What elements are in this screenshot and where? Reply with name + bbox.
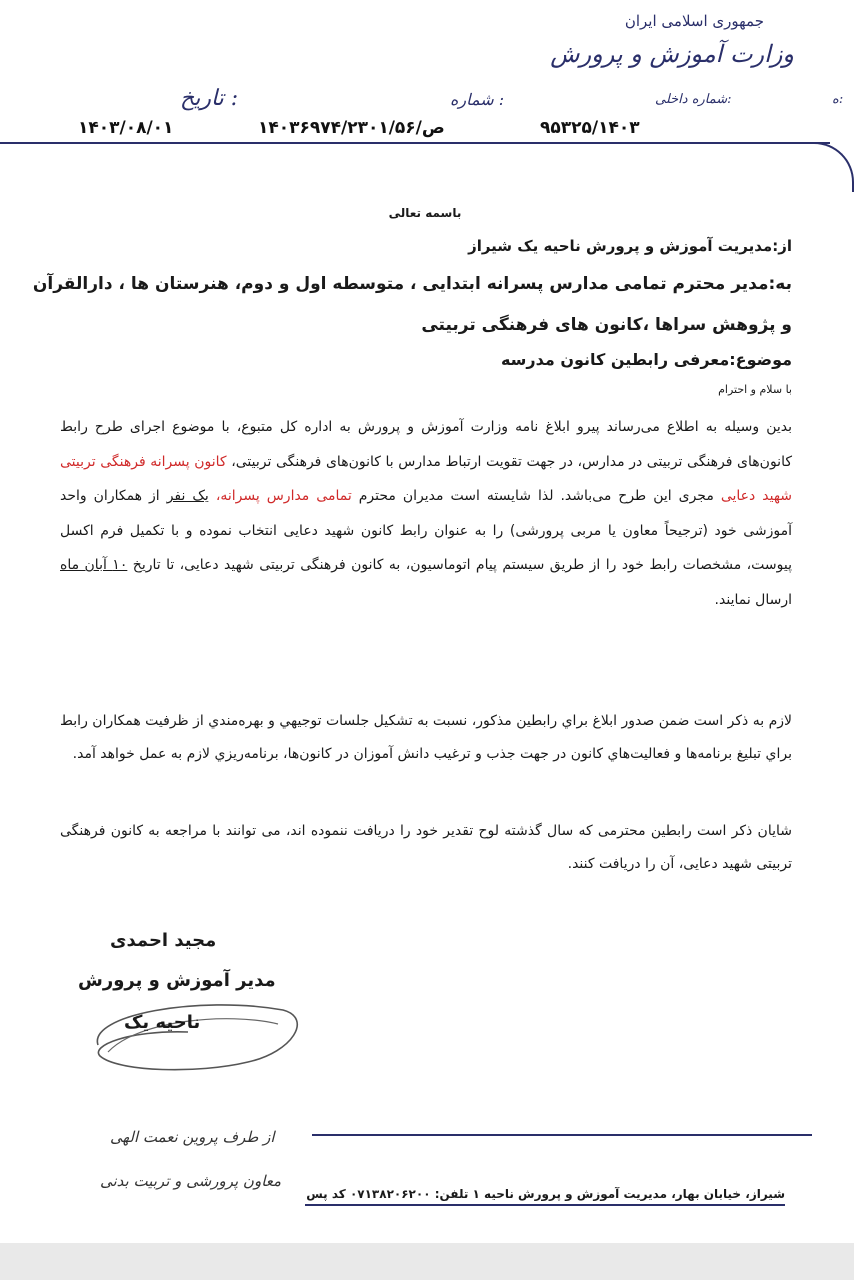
- header-divider: [0, 142, 830, 144]
- p1-highlight-center: کانون پسرانه فرهنگی تربیتی شهید دعایی: [60, 453, 793, 504]
- internal-number-label: شماره داخلی:: [655, 92, 732, 107]
- date-value: ۱۴۰۳/۰۸/۰۱: [78, 118, 174, 138]
- handwritten-deputy-title: معاون پرورشی و تربیت بدنی: [100, 1172, 282, 1190]
- letter-greeting: با سلام و احترام: [718, 383, 792, 396]
- footer-address: شیراز، خیابان بهار، مدیریت آموزش و پرورش ناحیه ۱ تلفن: ۰۷۱۳۸۲۰۶۲۰۰ کد پس: [305, 1187, 785, 1206]
- p1-text-c: از همکاران واحد آموزشی خود (ترجیحاً معاون یا مربی پرورشی) را به عنوان رابط کانون شهید دعایی انتخاب نموده و با تکمیل فرم اکسل پیوست، مشخصات رابط خود را از طریق سیستم پیام اتوماسیون، به کانون فرهنگی تربیتی شهید دعایی، تا تاریخ: [60, 488, 793, 573]
- signer-title: مدیر آموزش و پرورش: [78, 970, 276, 991]
- paragraph-2: لازم به ذکر است ضمن صدور ابلاغ براي رابطين مذکور، نسبت به تشکيل جلسات توجيهي و بهره‌مندي از ظرفيت همکاران رابط براي تبليغ برنامه‌ها و فعاليت‌هاي کانون در جهت جذب و ترغيب دانش آموزان در کانون‌ها، برنامه‌ريزي لازم به عمل خواهد آمد.: [60, 713, 792, 762]
- letter-subject: موضوع:معرفی رابطین کانون مدرسه: [500, 350, 792, 369]
- internal-number-value: ۹۵۳۲۵/۱۴۰۳: [540, 118, 640, 138]
- p1-highlight-schools: تمامی مدارس پسرانه،: [215, 488, 352, 504]
- basmala: باسمه تعالی: [388, 206, 462, 220]
- handwritten-on-behalf: از طرف پروین نعمت الهی: [110, 1128, 275, 1146]
- letter-from: از:مدیریت آموزش و پرورش ناحیه یک شیراز: [468, 237, 792, 255]
- date-label: تاریخ :: [180, 86, 239, 111]
- letter-to-line2: و پژوهش سراها ،کانون های فرهنگی تربیتی: [421, 315, 792, 335]
- p1-underline-one-person: یک نفر: [166, 488, 209, 504]
- header-frame-corner: [790, 142, 854, 192]
- letter-to-line1: به:مدیر محترم تمامی مدارس پسرانه ابتدایی ، متوسطه اول و دوم، هنرستان ها ، دارالقرآن: [32, 274, 792, 294]
- header-country: جمهوری اسلامی ایران: [624, 12, 764, 30]
- p1-text-a: بدین وسیله به اطلاع می‌رساند پیرو ابلاغ نامه وزارت آموزش و پرورش به اداره کل متبوع، با موضوع اجرای طرح رابط کانون‌های فرهنگی تربیتی در مدارس، در جهت تقویت ارتباط مدارس با کانون‌های فرهنگی تربیتی،: [60, 419, 793, 470]
- number-value: ۱۴۰۳۶۹۷۴/۲۳۰۱/۵۶/ص: [258, 118, 445, 138]
- paragraph-1: [60, 410, 792, 617]
- edge-label: ه:: [832, 92, 844, 107]
- p1-text-b: مجری این طرح می‌باشد. لذا شایسته است مدیران محترم: [358, 488, 714, 504]
- p1-underline-deadline: ۱۰ آبان ماه: [60, 557, 128, 573]
- footer-top-line: [312, 1134, 812, 1136]
- p1-text-d: ارسال نمایند.: [714, 591, 792, 608]
- signer-area: ناحیه یک: [124, 1012, 201, 1033]
- signer-name: مجید احمدی: [110, 930, 217, 951]
- header-ministry: وزارت آموزش و پرورش: [550, 40, 794, 68]
- handwritten-signature: [78, 990, 308, 1080]
- paragraph-3: شایان ذکر است رابطین محترمی که سال گذشته لوح تقدیر خود را دریافت ننموده اند، می توانند با مراجعه به کانون فرهنگی تربیتی شهید دعایی، آن را دریافت کنند.: [60, 823, 792, 872]
- number-label: شماره :: [450, 90, 505, 109]
